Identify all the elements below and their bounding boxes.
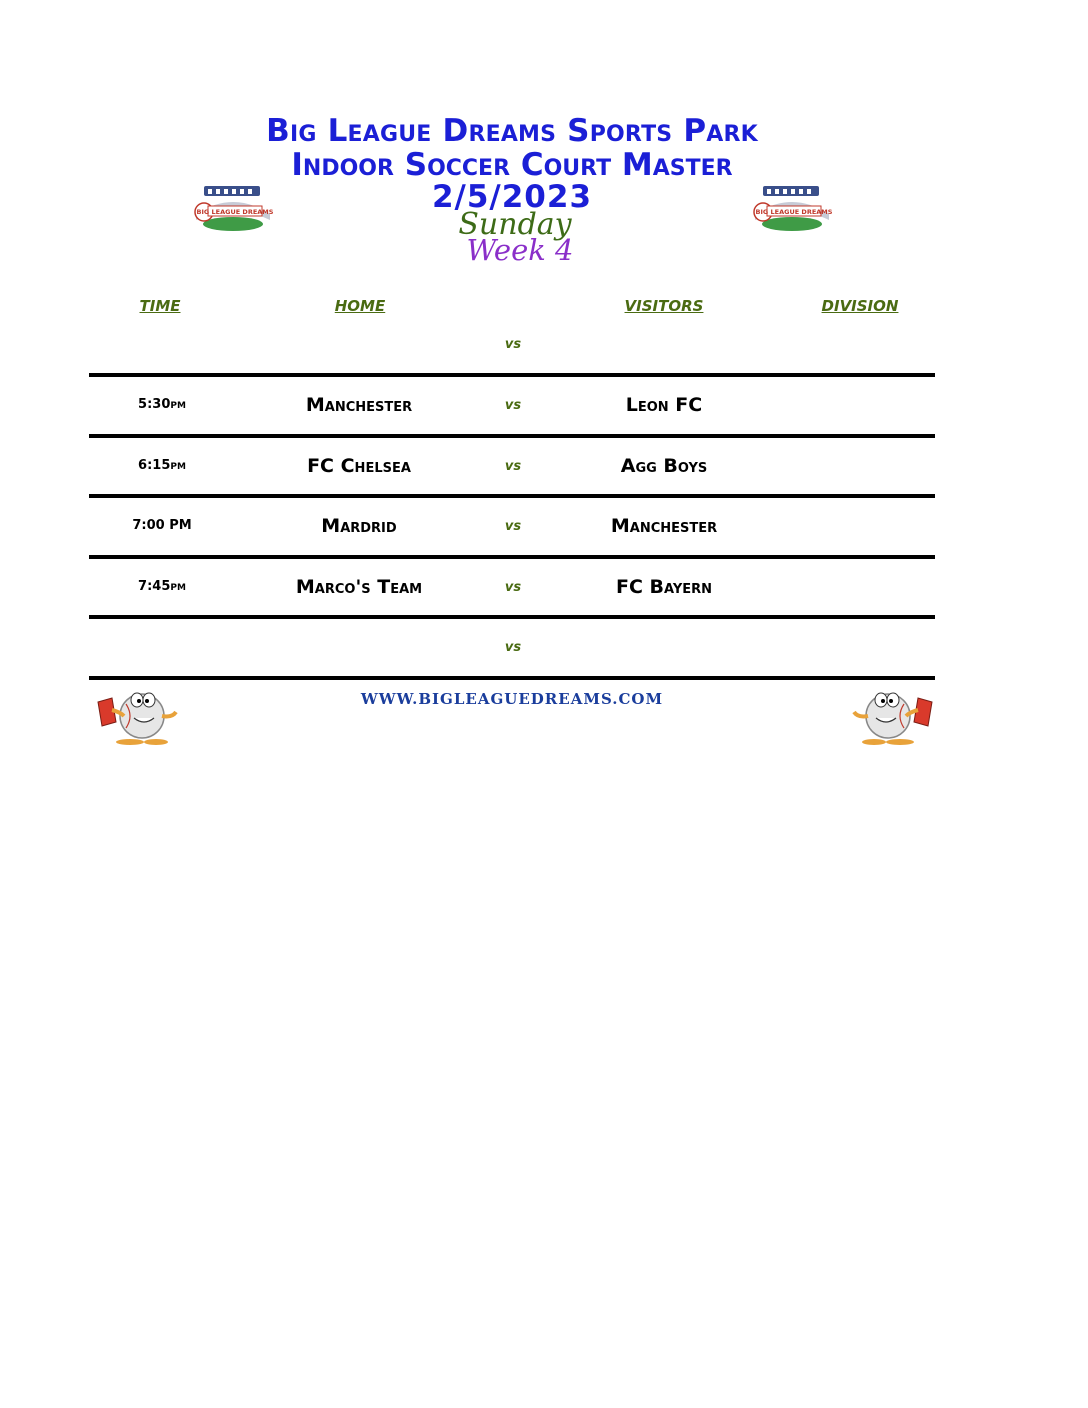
schedule-week: Week 4 [466, 233, 574, 267]
title-line-2: Indoor Soccer Court Master [291, 147, 733, 183]
game-row [89, 498, 935, 558]
baseball-mascot-phone-icon [840, 682, 940, 746]
game-row [89, 619, 935, 679]
game-row [89, 559, 935, 619]
title-line-1: Big League Dreams Sports Park [266, 113, 758, 149]
game-row [89, 438, 935, 498]
game-row [89, 316, 935, 376]
schedule-day: Sunday [458, 207, 572, 242]
versus-label: vs [504, 519, 522, 534]
visiting-team: Agg Boys [620, 455, 708, 477]
home-team: FC Chelsea [307, 455, 411, 477]
home-team: Mardrid [321, 515, 397, 537]
game-time: 7:00 PM [132, 518, 192, 533]
svg-text:BIG LEAGUE DREAMS: BIG LEAGUE DREAMS [196, 208, 274, 216]
website-url[interactable]: WWW.BIGLEAGUEDREAMS.COM [360, 690, 664, 708]
column-header-home: HOME [334, 297, 386, 315]
versus-label: vs [504, 580, 522, 595]
game-time: 7:45pm [138, 579, 186, 594]
game-time: 6:15pm [138, 458, 186, 473]
versus-label: vs [504, 337, 522, 352]
versus-label: vs [504, 398, 522, 413]
visiting-team: FC Bayern [615, 576, 713, 598]
home-team: Marco's Team [295, 576, 423, 598]
svg-text:BIG LEAGUE DREAMS: BIG LEAGUE DREAMS [755, 208, 833, 216]
visiting-team: Manchester [610, 515, 718, 537]
home-team: Manchester [305, 394, 413, 416]
game-row [89, 377, 935, 437]
visiting-team: Leon FC [625, 394, 703, 416]
game-time: 5:30pm [138, 397, 186, 412]
big-league-dreams-logo-icon [192, 184, 274, 234]
versus-label: vs [504, 459, 522, 474]
baseball-mascot-phone-icon [90, 682, 190, 746]
column-header-division: DIVISION [821, 297, 899, 315]
schedule-date: 2/5/2023 [431, 179, 593, 215]
column-header-time: TIME [139, 297, 181, 315]
big-league-dreams-logo-icon [751, 184, 833, 234]
versus-label: vs [504, 640, 522, 655]
row-divider [89, 676, 935, 680]
column-header-visitors: VISITORS [624, 297, 704, 315]
